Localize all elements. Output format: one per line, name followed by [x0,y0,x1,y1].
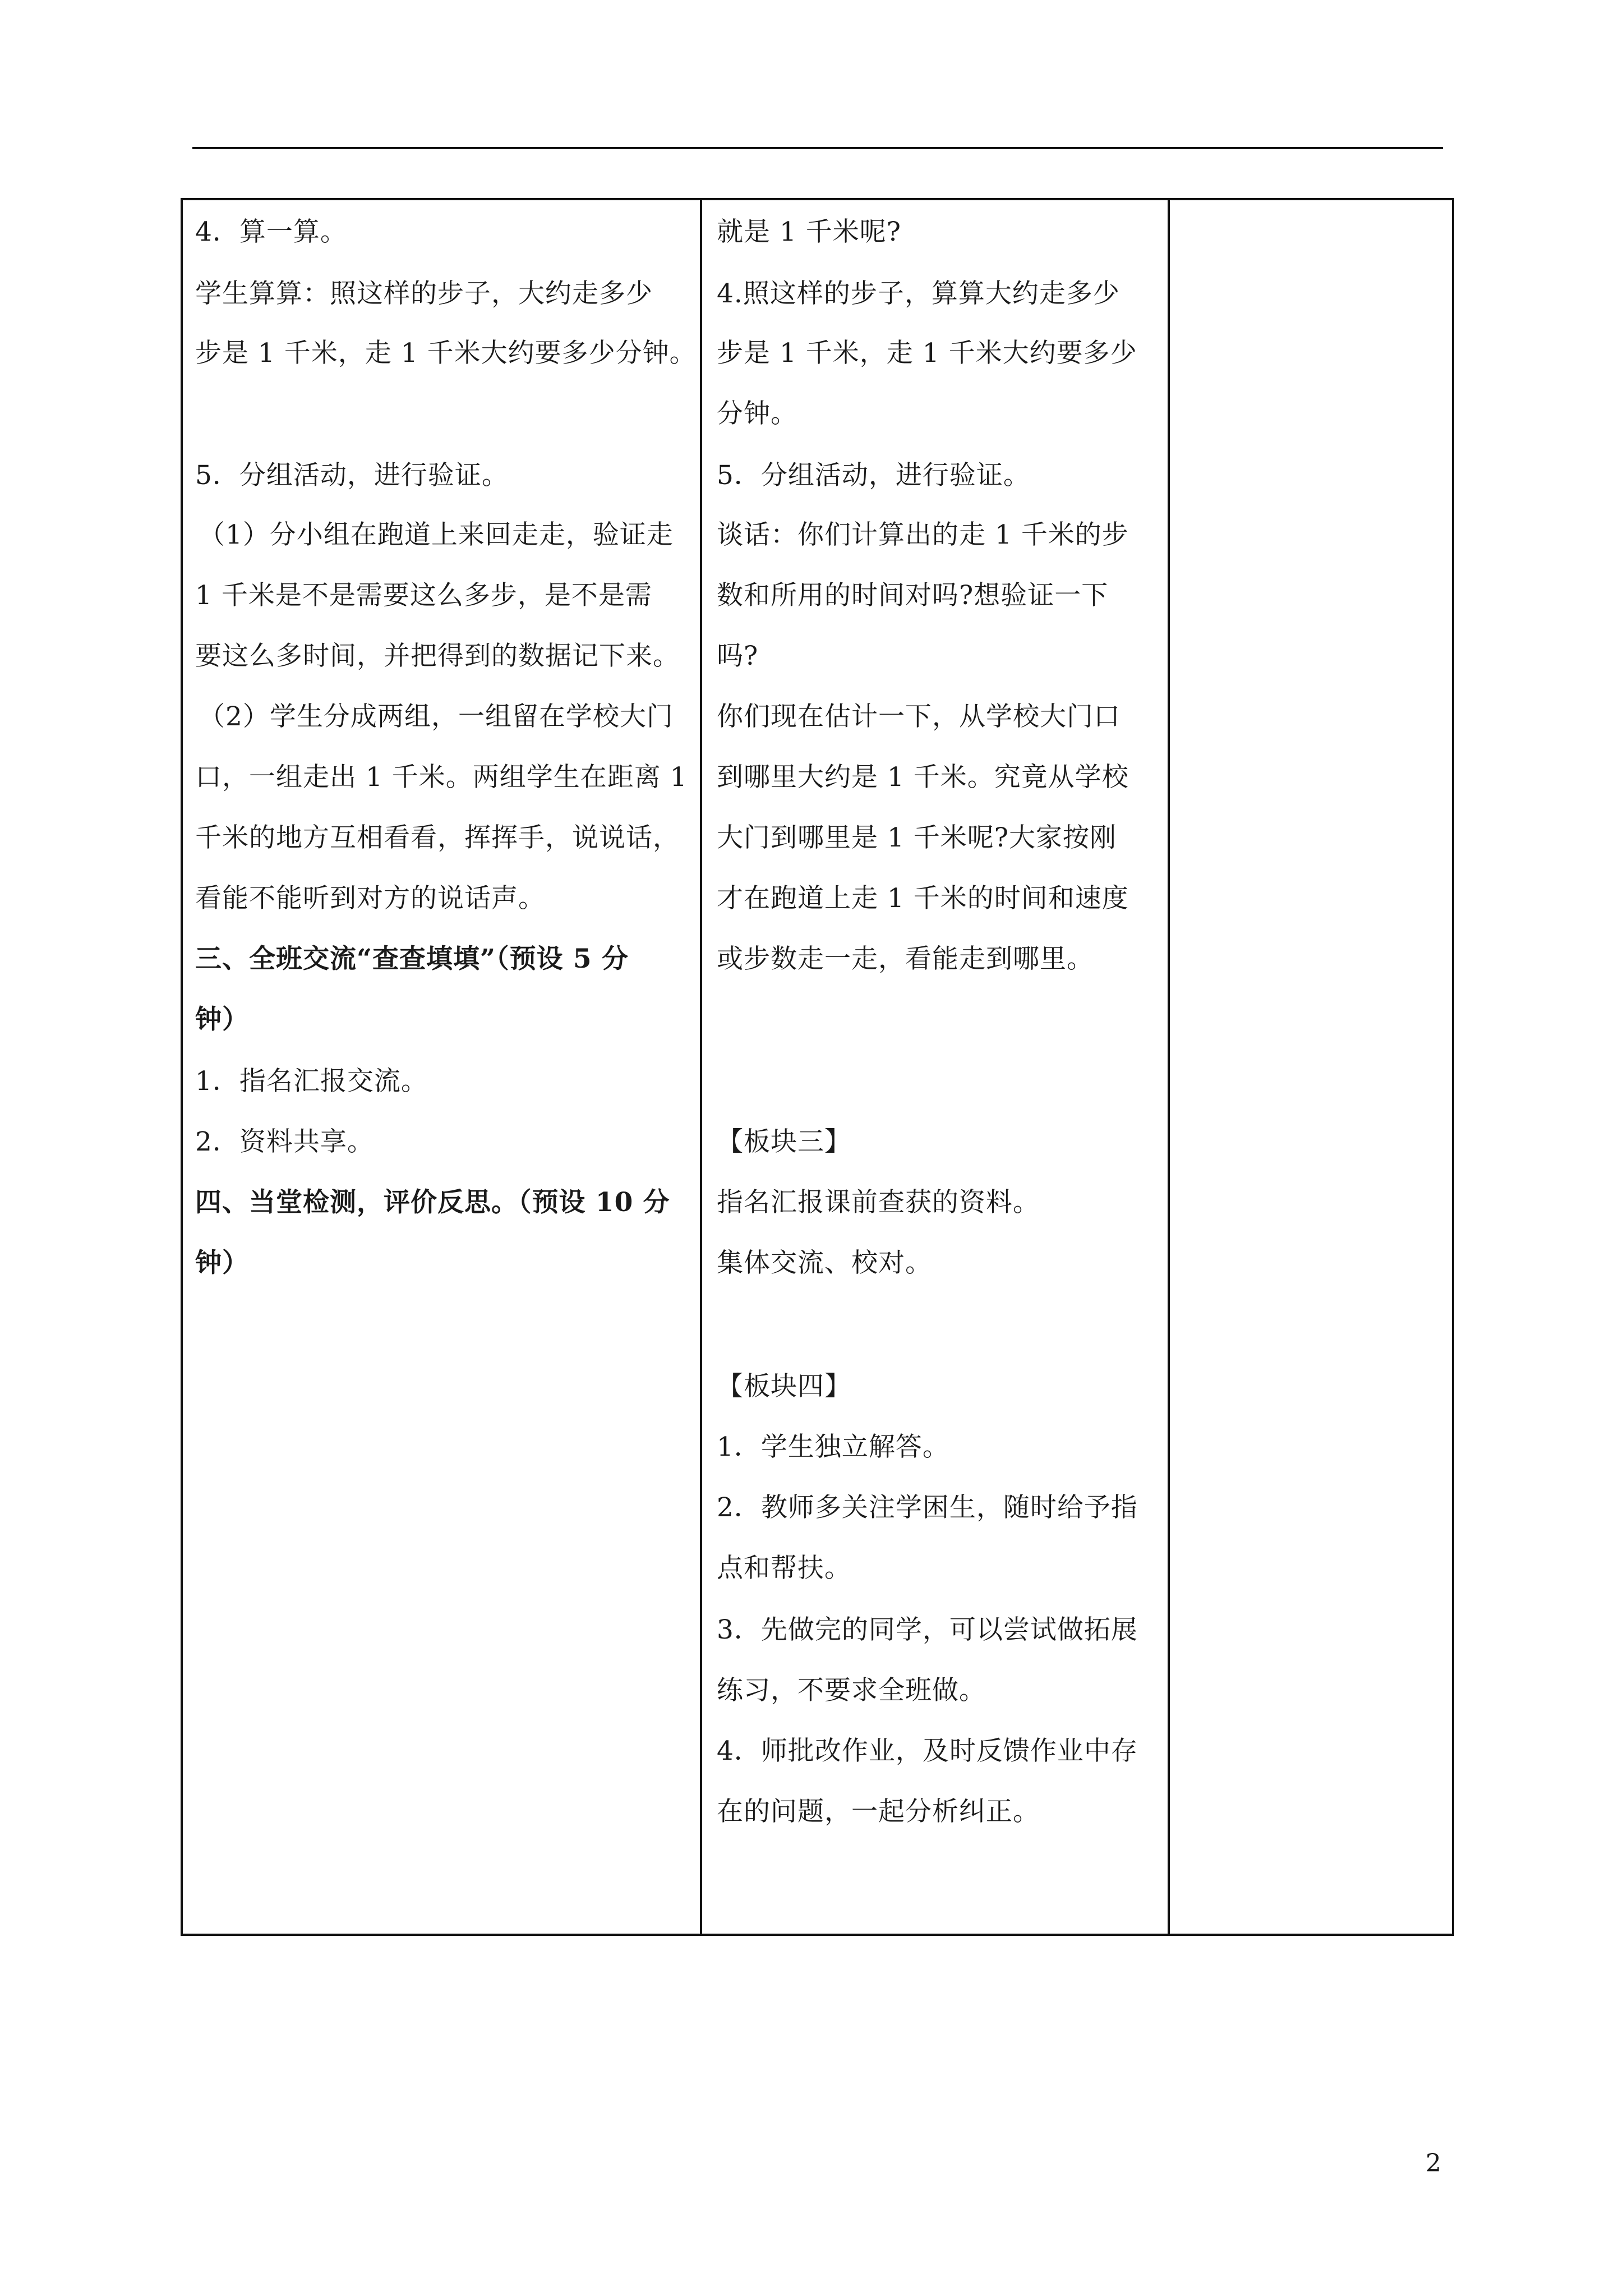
mid-line-21: 3．先做完的同学，可以尝试做拓展 [717,1614,1138,1645]
mid-line-2: 4.照这样的步子，算算大约走多少 [717,278,1120,309]
page-number: 2 [1426,2149,1441,2178]
mid-line-11: 大门到哪里是 1 千米呢?大家按刚 [717,822,1117,853]
mid-line-8: 吗? [717,641,759,671]
mid-line-7: 数和所用的时间对吗?想验证一下 [717,580,1109,611]
left-line-2: 学生算算：照这样的步子，大约走多少 [195,278,653,309]
student-activity-column [195,200,701,1934]
mid-line-20: 点和帮扶。 [717,1553,851,1584]
header-rule [192,147,1443,149]
left-line-11: 看能不能听到对方的说话声。 [195,883,545,914]
mid-line-16: 集体交流、校对。 [717,1248,932,1278]
block-three-label: 【板块三】 [717,1126,851,1157]
mid-line-22: 练习，不要求全班做。 [717,1675,986,1706]
left-line-3: 步是 1 千米，走 1 千米大约要多少分钟。 [195,338,697,369]
mid-line-4: 分钟。 [717,398,797,429]
mid-line-6: 谈话：你们计算出的走 1 千米的步 [717,519,1129,550]
left-line-1: 4．算一算。 [195,217,347,247]
mid-line-23: 4．师批改作业，及时反馈作业中存 [717,1736,1138,1766]
mid-line-24: 在的问题，一起分析纠正。 [717,1796,1040,1827]
teacher-guidance-column [717,200,1175,1934]
left-line-14: 1．指名汇报交流。 [195,1066,428,1097]
left-line-4: 5．分组活动，进行验证。 [195,460,509,491]
mid-line-13: 或步数走一走，看能走到哪里。 [717,944,1094,974]
section-three-heading-cont: 钟） [195,1004,249,1035]
block-four-label: 【板块四】 [717,1371,851,1402]
section-four-heading: 四、当堂检测，评价反思。（预设 10 分 [195,1187,670,1218]
left-line-10: 千米的地方互相看看，挥挥手，说说话， [195,822,680,853]
left-line-9: 口，一组走出 1 千米。两组学生在距离 1 [195,762,688,793]
mid-line-15: 指名汇报课前查获的资料。 [717,1187,1040,1218]
mid-line-3: 步是 1 千米，走 1 千米大约要多少 [717,338,1137,369]
left-line-6: 1 千米是不是需要这么多步，是不是需 [195,580,652,611]
notes-column [1199,200,1452,1934]
mid-line-18: 1．学生独立解答。 [717,1432,949,1462]
left-line-5: （1）分小组在跑道上来回走走，验证走 [199,519,674,550]
section-four-heading-cont: 钟） [195,1248,249,1278]
section-three-heading: 三、全班交流“查查填填”（预设 5 分 [195,944,629,974]
mid-line-1: 就是 1 千米呢? [717,217,901,247]
mid-line-12: 才在跑道上走 1 千米的时间和速度 [717,883,1129,914]
mid-line-5: 5．分组活动，进行验证。 [717,460,1030,491]
mid-line-19: 2．教师多关注学困生，随时给予指 [717,1492,1138,1523]
left-line-7: 要这么多时间，并把得到的数据记下来。 [195,641,680,671]
left-line-8: （2）学生分成两组，一组留在学校大门 [199,701,674,732]
mid-line-10: 到哪里大约是 1 千米。究竟从学校 [717,762,1129,793]
lesson-table [181,198,1454,1936]
mid-line-9: 你们现在估计一下，从学校大门口 [717,701,1121,732]
left-line-15: 2．资料共享。 [195,1126,374,1157]
